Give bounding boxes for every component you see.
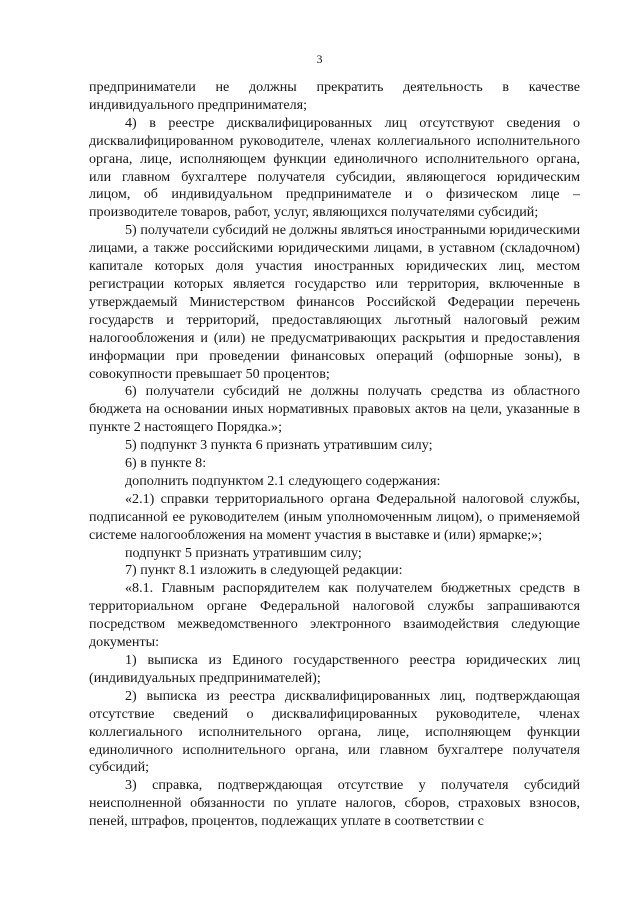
paragraph-item-6: 6) получатели субсидий не должны получать средства из областного бюджета на основании иных нормативных правовых актов на цели, указанные в пункте 2 настоящего Порядка.»; (89, 383, 580, 436)
paragraph-amend-6: 6) в пункте 8: (125, 455, 207, 472)
paragraph-subpoint-5: подпункт 5 признать утратившим силу; (125, 544, 362, 561)
paragraph-amend-7: 7) пункт 8.1 изложить в следующей редакции: (125, 562, 403, 579)
paragraph-list-3: 3) справка, подтверждающая отсутствие у получателя субсидий неисполненной обязанности по уплате налогов, сборов, страховых взносов, пеней, штрафов, процентов, подлежащих уплате в соответствии с (89, 777, 580, 830)
paragraph-list-1: 1) выписка из Единого государственного реестра юридических лиц (индивидуальных предпринимателей); (89, 652, 580, 686)
paragraph-item-5: 5) получатели субсидий не должны являться иностранными юридическими лицами, а также российскими юридическими лицами, в уставном (складочном) капитале которых доля участия иностранных юридических лиц, местом регистрации которых является государство или территория, включенные в утверждаемый Министерством финансов Российской Федерации перечень государств и территорий, предоставляющих льготный налоговый режим налогообложения и (или) не предусматривающих раскрытия и предоставления информации при проведении финансовых операций (офшорные зоны), в совокупности превышает 50 процентов; (89, 222, 580, 382)
paragraph-continuation: предприниматели не должны прекратить деятельность в качестве индивидуального предпринимателя; (89, 79, 580, 113)
paragraph-add-2-1: дополнить подпунктом 2.1 следующего содержания: (125, 472, 441, 489)
paragraph-quote-2-1: «2.1) справки территориального органа Федеральной налоговой службы, подписанной ее руководителем (иным уполномоченным лицом), о применяемой системе налогообложения на момент участия в выставке и (или) ярмарке;»; (89, 490, 580, 543)
paragraph-quote-8-1: «8.1. Главным распорядителем как получателем бюджетных средств в территориальном органе Федеральной налоговой службы запрашиваются посредством межведомственного электронного взаимодействия следующие документы: (89, 580, 580, 651)
paragraph-item-4: 4) в реестре дисквалифицированных лиц отсутствуют сведения о дисквалифицированном руководителе, членах коллегиального исполнительного органа, лице, исполняющем функции единоличного исполнительного органа, или главном бухгалтере получателя субсидии, являющегося юридическим лицом, об индивидуальном предпринимателе и о физическом лице – производителе товаров, работ, услуг, являющихся получателями субсидий; (89, 114, 580, 221)
paragraph-amend-5: 5) подпункт 3 пункта 6 признать утратившим силу; (125, 437, 433, 454)
document-body (89, 79, 580, 831)
paragraph-list-2: 2) выписка из реестра дисквалифицированных лиц, подтверждающая отсутствие сведений о дисквалифицированных руководителе, членах коллегиального исполнительного органа, лице, исполняющем функции единоличного исполнительного органа, или главном бухгалтере получателя субсидий; (89, 687, 580, 776)
page-number: 3 (316, 52, 323, 66)
